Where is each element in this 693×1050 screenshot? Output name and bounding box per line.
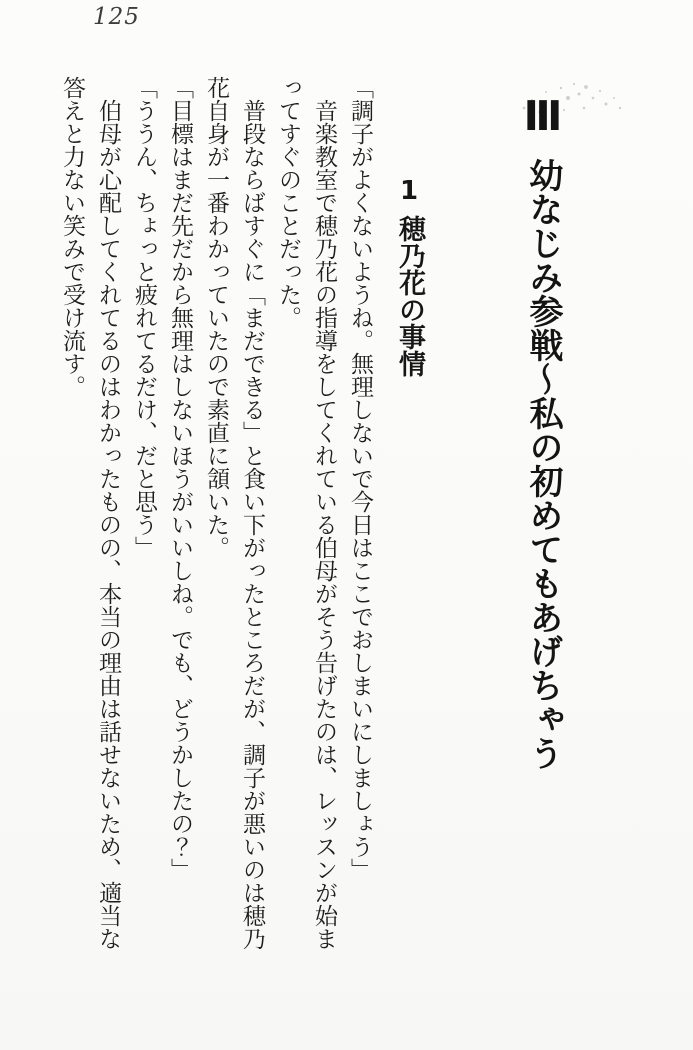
body-line: 「ううん、ちょっと疲れてるだけ、だと思う」 bbox=[131, 76, 157, 559]
body-line: 答えと力ない笑みで受け流す。 bbox=[59, 76, 85, 398]
chapter-title: 幼なじみ参戦〜私の初めてもあげちゃう bbox=[523, 158, 563, 770]
body-line: ってすぐのことだった。 bbox=[275, 76, 301, 329]
body-line: 普段ならばすぐに「まだできる」と食い下がったところだが、調子が悪いのは穂乃 bbox=[239, 76, 265, 950]
section-number: 1 bbox=[394, 176, 424, 206]
page-number: 125 bbox=[93, 4, 140, 30]
section-title: 穂乃花の事情 bbox=[394, 215, 425, 377]
section-heading bbox=[396, 176, 423, 377]
body-line: 音楽教室で穂乃花の指導をしてくれている伯母がそう告げたのは、レッスンが始ま bbox=[311, 76, 337, 950]
body-line: 花自身が一番わかっていたので素直に頷いた。 bbox=[203, 76, 229, 559]
chapter-number: Ⅲ bbox=[519, 92, 567, 140]
body-text bbox=[47, 76, 371, 976]
body-line: 「調子がよくないようね。無理しないで今日はここでおしまいにしましょう」 bbox=[347, 76, 373, 881]
body-line: 伯母が心配してくれてるのはわかったものの、本当の理由は話せないため、適当な bbox=[95, 76, 121, 950]
body-line: 「目標はまだ先だから無理はしないほうがいいしね。でも、どうかしたの？」 bbox=[167, 76, 193, 881]
chapter-heading bbox=[519, 92, 567, 770]
